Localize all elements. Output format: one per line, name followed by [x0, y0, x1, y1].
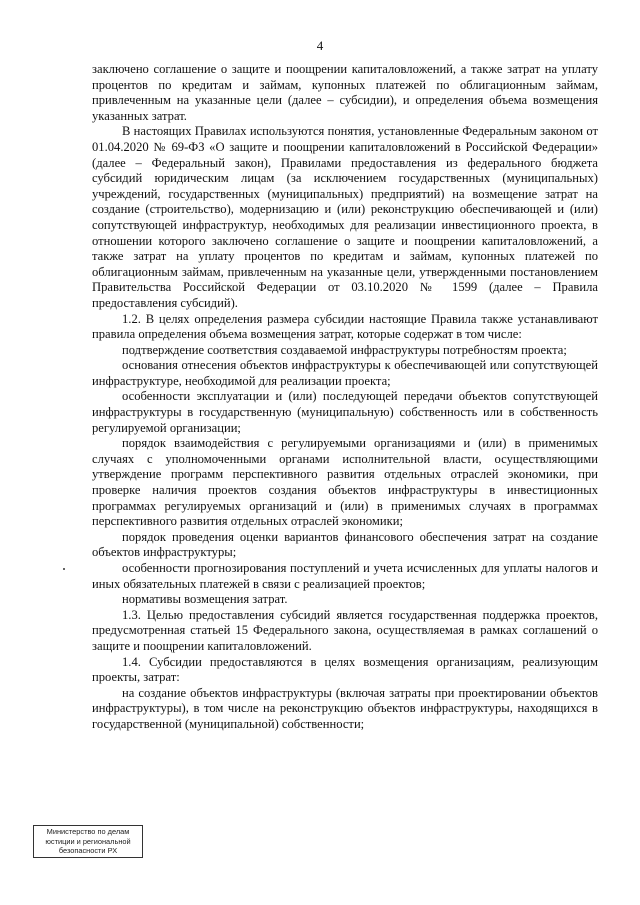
list-item: порядок проведения оценки вариантов финансового обеспечения затрат на создание объектов инфраструктуры; — [92, 529, 598, 560]
list-item: особенности эксплуатации и (или) последующей передачи объектов сопутствующей инфраструктуры в государственную (муниципальную) собственность или в собственность регулируемой организации; — [92, 389, 598, 435]
stamp-line: Министерство по делам — [46, 827, 130, 836]
scan-speck — [63, 568, 65, 570]
paragraph: заключено соглашение о защите и поощрении капиталовложений, а также затрат на уплату процентов по кредитам и займам, купонных платежей по облигационным займам, привлеченным на указанные цели (далее – субсидии), и определения объема возмещения указанных затрат. — [92, 62, 598, 123]
list-item: особенности прогнозирования поступлений и учета исчисленных для уплаты налогов и иных обязательных платежей в связи с реализацией проектов; — [92, 561, 598, 591]
paragraph: 1.3. Целью предоставления субсидий является государственная поддержка проектов, предусмотренная статьей 15 Федерального закона, осуществляемая в рамках соглашений о защите и поощрении капиталовложений. — [92, 607, 598, 653]
list-item: подтверждение соответствия создаваемой инфраструктуры потребностям проекта; — [122, 342, 567, 357]
paragraph: В настоящих Правилах используются понятия, установленные Федеральным законом от 01.04.2020 № 69-ФЗ «О защите и поощрении капиталовложений в Российской Федерации» (далее – Федеральный закон), Правилами предоставления из федерального бюджета субсидий юридическим лицам (за исключением государственных (муниципальных) учреждений, государственных (муниципальных) предприятий) на возмещение затрат на создание (строительство), модернизацию и (или) реконструкцию обеспечивающей и (или) сопутствующей инфраструктур, необходимых для реализации инвестиционного проекта, в отношении которого заключено соглашение о защите и поощрении капиталовложений, а также затрат на уплату процентов по кредитам и займам, купонных платежей по облигационным займам, привлеченным на указанные цели, утвержденными постановлением Правительства Российской Федерации от 03.10.2020 № 1599 (далее – Правила предоставления субсидий). — [92, 124, 598, 310]
page-number: 4 — [316, 38, 324, 53]
paragraph: 1.2. В целях определения размера субсидии настоящие Правила также устанавливают правила определения объема возмещения затрат, которые содержат в том числе: — [92, 311, 598, 342]
ministry-stamp — [33, 825, 143, 858]
list-item: основания отнесения объектов инфраструктуры к обеспечивающей или сопутствующей инфраструктуре, необходимой для реализации проекта; — [92, 358, 598, 388]
stamp-line: юстиции и региональной — [45, 836, 131, 846]
stamp-line: безопасности РХ — [58, 846, 118, 855]
list-item: порядок взаимодействия с регулируемыми организациями и (или) в применимых случаях с уполномоченными органами исполнительной власти, осуществляющими утверждение программ перспективного развития отдельных отраслей экономики, при проверке наличия проектов создания объектов инфраструктуры в инвестиционных программах регулируемых организаций и (или) в применимых случаях в программах перспективного развития отдельных отраслей экономики; — [92, 436, 598, 529]
paragraph: 1.4. Субсидии предоставляются в целях возмещения организациям, реализующим проекты, затрат: — [92, 654, 598, 685]
list-item: на создание объектов инфраструктуры (включая затраты при проектировании объектов инфраструктуры), в том числе на реконструкцию объектов инфраструктуры, находящихся в государственной (муниципальной) собственности; — [92, 685, 598, 731]
document-body — [92, 62, 598, 733]
list-item: нормативы возмещения затрат. — [122, 592, 288, 607]
